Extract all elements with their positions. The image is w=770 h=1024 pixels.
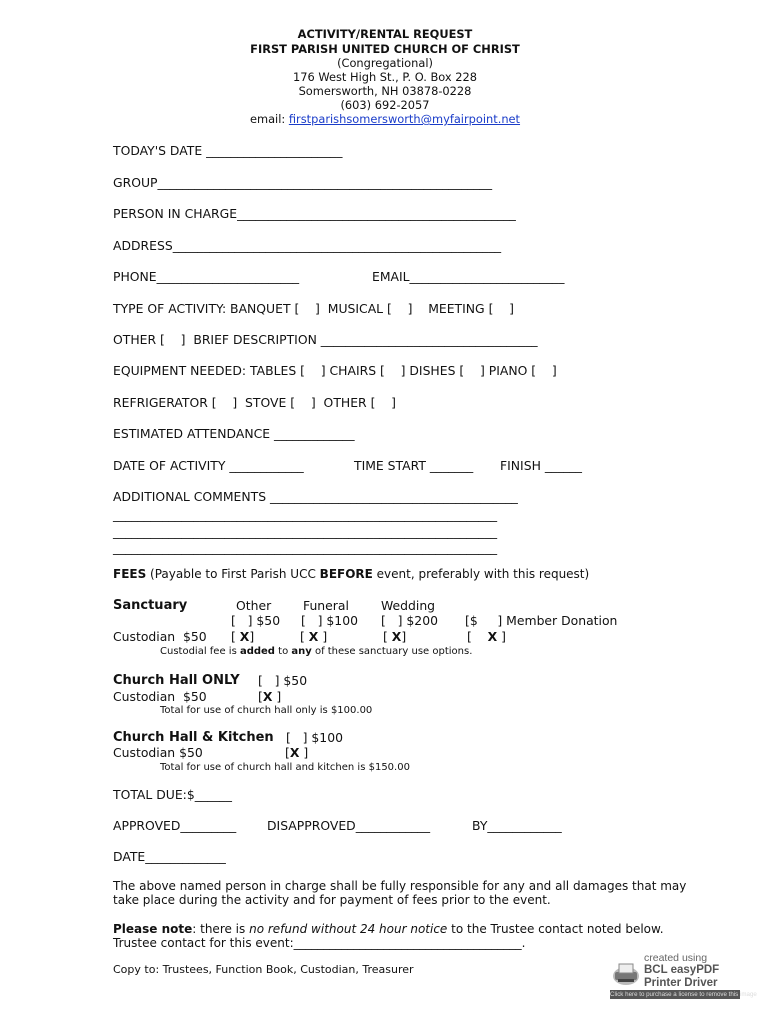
responsibility-text-line-1: The above named person in charge shall be fully responsible for any and all damages that may [113,879,687,893]
church-name: FIRST PARISH UNITED CHURCH OF CHRIST [250,42,520,56]
finish-field[interactable]: FINISH ______ [500,458,582,473]
refund-note: Please note: there is no refund without 24 hour notice to the Trustee contact noted below. [113,922,664,936]
person-in-charge-field[interactable]: PERSON IN CHARGE_____________________________________________ [113,206,516,221]
estimated-attendance-field[interactable]: ESTIMATED ATTENDANCE _____________ [113,426,355,441]
date-of-activity-field[interactable]: DATE OF ACTIVITY ____________ [113,458,304,473]
email-field[interactable]: EMAIL_________________________ [372,269,565,284]
sanctuary-custodian-donation-box: [ X ] [467,629,506,644]
sanctuary-col-other: Other [236,598,272,613]
date-field[interactable]: DATE_____________ [113,849,226,864]
sanctuary-funeral-checkbox[interactable]: [ ] $100 [301,613,358,628]
hall-only-total-note: Total for use of church hall only is $100.00 [160,705,373,716]
sanctuary-custodian-wedding-box: [ X] [383,629,407,644]
hall-kitchen-title: Church Hall & Kitchen [113,730,274,745]
sanctuary-other-checkbox[interactable]: [ ] $50 [231,613,281,628]
hall-kitchen-total-note: Total for use of church hall and kitchen is $150.00 [160,762,410,773]
church-phone: (603) 692-2057 [340,98,430,112]
sanctuary-member-donation-checkbox[interactable]: [$ ] Member Donation [465,613,618,628]
comment-line[interactable]: ______________________________________________________________ [113,540,498,555]
printer-icon [611,959,641,987]
responsibility-text-line-2: take place during the activity and for payment of fees prior to the event. [113,893,551,907]
todays-date-field[interactable]: TODAY'S DATE ______________________ [113,143,343,158]
email-link[interactable]: firstparishsomersworth@myfairpoint.net [288,112,521,126]
sanctuary-col-wedding: Wedding [381,598,436,613]
badge-line-product: BCL easyPDF [644,964,720,976]
sanctuary-custodian-other-box: [ X] [231,629,255,644]
hall-only-custodian-label: Custodian $50 [113,689,207,704]
time-start-field[interactable]: TIME START _______ [354,458,474,473]
equipment-needed-row[interactable]: EQUIPMENT NEEDED: TABLES [ ] CHAIRS [ ] DISHES [ ] PIANO [ ] [113,363,557,378]
address-field[interactable]: ADDRESS_____________________________________________________ [113,238,502,253]
additional-comments-field[interactable]: ADDITIONAL COMMENTS ________________________________________ [113,489,518,504]
email-label: email: [249,112,289,126]
other-brief-description-row[interactable]: OTHER [ ] BRIEF DESCRIPTION ___________________________________ [113,332,538,347]
badge-purchase-link[interactable]: Click here to purchase a license to remove this image [610,991,757,998]
total-due-field[interactable]: TOTAL DUE:$______ [113,787,232,802]
group-field[interactable]: GROUP______________________________________________________ [113,175,493,190]
comment-line[interactable]: ______________________________________________________________ [113,524,498,539]
hall-only-title: Church Hall ONLY [113,673,240,688]
type-of-activity-row[interactable]: TYPE OF ACTIVITY: BANQUET [ ] MUSICAL [ ] MEETING [ ] [113,301,514,316]
sanctuary-custodial-note: Custodial fee is added to any of these sanctuary use options. [160,646,473,657]
comment-line[interactable]: ______________________________________________________________ [113,507,498,522]
sanctuary-custodian-label: Custodian $50 [113,629,207,644]
phone-field[interactable]: PHONE_______________________ [113,269,300,284]
trustee-contact-field[interactable]: Trustee contact for this event:______________________________________. [113,936,526,950]
sanctuary-title: Sanctuary [113,598,188,613]
address-line-1: 176 West High St., P. O. Box 228 [293,70,477,84]
hall-only-custodian-box: [X ] [258,689,282,704]
sanctuary-custodian-funeral-box: [ X ] [300,629,328,644]
badge-line-driver: Printer Driver [644,977,718,989]
hall-only-checkbox[interactable]: [ ] $50 [258,673,308,688]
denomination: (Congregational) [337,56,433,70]
badge-line-created: created using [644,952,708,964]
disapproved-field[interactable]: DISAPPROVED____________ [267,818,431,833]
refrigerator-stove-row[interactable]: REFRIGERATOR [ ] STOVE [ ] OTHER [ ] [113,395,396,410]
hall-kitchen-checkbox[interactable]: [ ] $100 [286,730,343,745]
easypdf-watermark-badge[interactable] [608,951,757,999]
form-title: ACTIVITY/RENTAL REQUEST [297,27,473,41]
by-field[interactable]: BY____________ [472,818,562,833]
email-line [0,113,770,126]
hall-kitchen-custodian-label: Custodian $50 [113,745,203,760]
fees-heading: FEES (Payable to First Parish UCC BEFORE event, preferably with this request) [113,567,590,581]
address-line-2: Somersworth, NH 03878-0228 [298,84,472,98]
sanctuary-col-funeral: Funeral [303,598,349,613]
sanctuary-wedding-checkbox[interactable]: [ ] $200 [381,613,438,628]
hall-kitchen-custodian-box: [X ] [285,745,309,760]
copy-to-line: Copy to: Trustees, Function Book, Custodian, Treasurer [113,963,414,976]
approved-field[interactable]: APPROVED_________ [113,818,237,833]
